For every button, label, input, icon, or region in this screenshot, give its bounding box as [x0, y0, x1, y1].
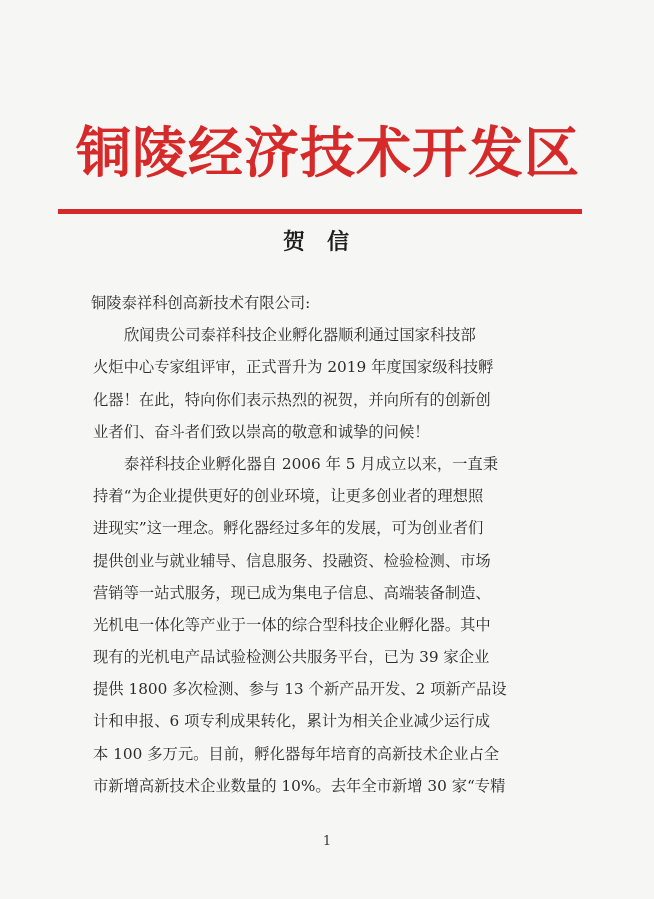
body-line: 化器！在此，特向你们表示热烈的祝贺，并向所有的创新创 [93, 390, 491, 409]
letterhead-organization: 铜陵经济技术开发区 [75, 120, 580, 185]
body-line: 光机电一体化等产业于一体的综合型科技企业孵化器。其中 [93, 615, 491, 634]
salutation: 铜陵泰祥科创高新技术有限公司: [91, 294, 311, 312]
body-line: 市新增高新技术企业数量的 10%。去年全市新增 30 家“专精 [93, 776, 506, 795]
body-line: 计和申报、6 项专利成果转化，累计为相关企业减少运行成 [93, 712, 491, 731]
letterhead-red-rule [58, 209, 582, 214]
body-line: 提供 1800 多次检测、参与 13 个新产品开发、2 项新产品设 [93, 680, 507, 699]
body-line: 本 100 多万元。目前，孵化器每年培育的高新技术企业占全 [93, 744, 500, 763]
body-line: 火炬中心专家组评审，正式晋升为 2019 年度国家级科技孵 [93, 358, 494, 377]
body-line: 现有的光机电产品试验检测公共服务平台，已为 39 家企业 [93, 648, 490, 667]
letter-body [93, 287, 573, 802]
body-line: 业者们、奋斗者们致以崇高的敬意和诚挚的问候！ [93, 422, 430, 441]
body-line: 提供创业与就业辅导、信息服务、投融资、检验检测、市场 [93, 551, 491, 570]
body-line: 营销等一站式服务，现已成为集电子信息、高端装备制造、 [93, 583, 491, 602]
page-number: 1 [322, 834, 332, 849]
body-line: 泰祥科技企业孵化器自 2006 年 5 月成立以来，一直秉 [124, 454, 499, 473]
body-line: 持着“为企业提供更好的创业环境，让更多创业者的理想照 [93, 487, 484, 506]
body-line: 欣闻贵公司泰祥科技企业孵化器顺利通过国家科技部 [124, 326, 476, 345]
body-line: 进现实”这一理念。孵化器经过多年的发展，可为创业者们 [93, 519, 484, 538]
letter-title: 贺信 [282, 229, 371, 255]
